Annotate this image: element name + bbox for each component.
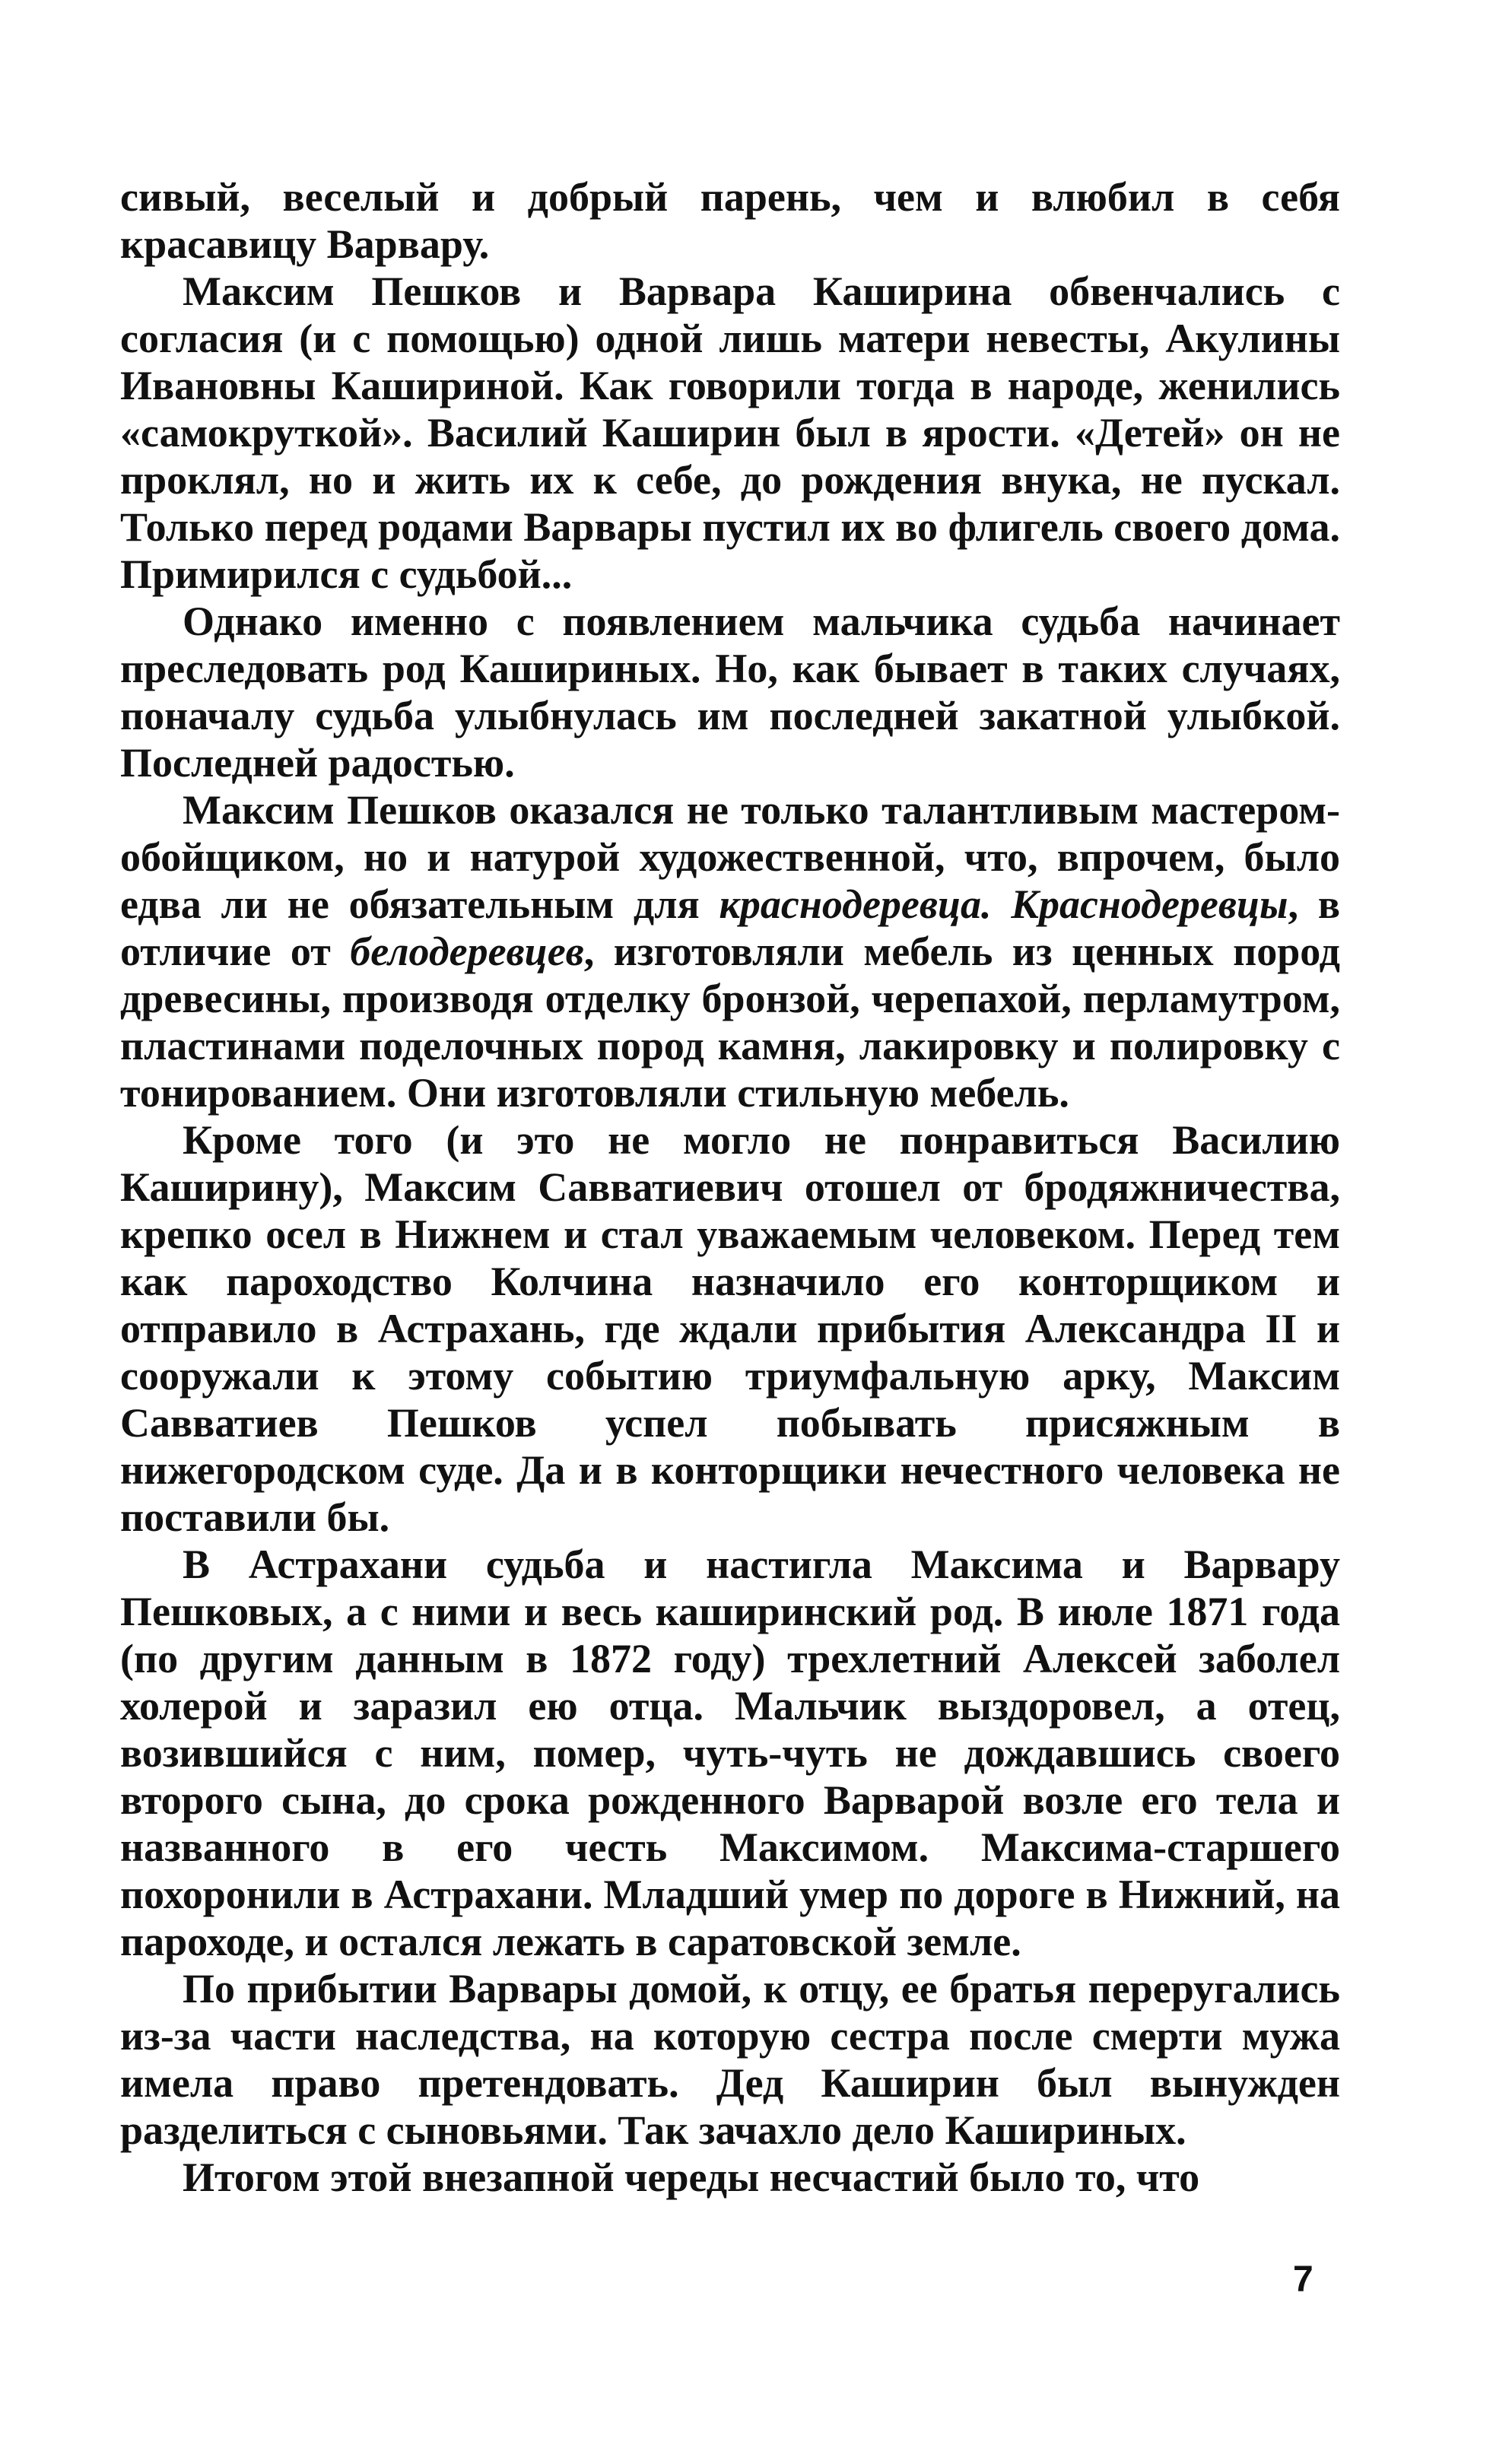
paragraph-2: Максим Пешков и Варвара Каширина обвенчались с согласия (и с помощью) одной лишь матери невесты, Акулины Ивановны Кашириной. Как говорили тогда в народе, женились «самокруткой». Василий Каширин был в ярости. «Детей» он не проклял, но и жить их к себе, до рождения внука, не пускал. Только перед родами Варвары пустил их во флигель своего дома. Примирился с судьбой... (120, 268, 1340, 597)
paragraph-8: Итогом этой внезапной череды несчастий было то, что (183, 2154, 1200, 2200)
paragraph-5: Кроме того (и это не могло не понравиться Василию Каширину), Максим Савватиевич отошел от бродяжничества, крепко осел в Нижнем и стал уважаемым человеком. Перед тем как пароходство Колчина назначило его конторщиком и отправило в Астрахань, где ждали прибытия Александра II и сооружали к этому событию триумфальную арку, Максим Савватиев Пешков успел побывать присяжным в нижегородском суде. Да и в конторщики нечестного человека не поставили бы. (120, 1117, 1340, 1540)
paragraph-4-text-a: Максим Пешков оказался не только талантливым мастером-обойщиком, но и натурой художественной, что, впрочем, было едва ли не обязательным для (120, 787, 1340, 927)
page-body (120, 173, 1340, 2201)
paragraph-4-text-c: , изготовляли мебель из ценных пород древесины, производя отделку бронзой, черепахой, перламутром, пластинами поделочных пород камня, лакировку и полировку с тонированием. Они изготовляли стильную мебель. (120, 929, 1340, 1116)
term-krasnoderevets: краснодеревца. Краснодеревцы (719, 881, 1288, 927)
paragraph-4-text-b: , в отличие от (120, 881, 1340, 974)
paragraph-4 (120, 786, 1340, 1116)
paragraph-7: По прибытии Варвары домой, к отцу, ее братья переругались из-за части наследства, на которую сестра после смерти мужа имела право претендовать. Дед Каширин был вынужден разделиться с сыновьями. Так зачахло дело Кашириных. (120, 1966, 1340, 2153)
paragraph-6: В Астрахани судьба и настигла Максима и Варвару Пешковых, а с ними и весь каширинский род. В июле 1871 года (по другим данным в 1872 году) трехлетний Алексей заболел холерой и заразил ею отца. Мальчик выздоровел, а отец, возившийся с ним, помер, чуть-чуть не дождавшись своего второго сына, до срока рожденного Варварой возле его тела и названного в его честь Максимом. Максима-старшего похоронили в Астрахани. Младший умер по дороге в Нижний, на пароходе, и остался лежать в саратовской земле. (120, 1542, 1340, 1964)
page-number: 7 (1293, 2259, 1313, 2300)
paragraph-1: сивый, веселый и добрый парень, чем и влюбил в себя красавицу Варвару. (120, 174, 1340, 267)
term-beloderevtsy: белодеревцев (350, 929, 584, 974)
paragraph-3: Однако именно с появлением мальчика судьба начинает преследовать род Кашириных. Но, как бывает в таких случаях, поначалу судьба улыбнулась им последней закатной улыбкой. Последней радостью. (120, 599, 1340, 786)
